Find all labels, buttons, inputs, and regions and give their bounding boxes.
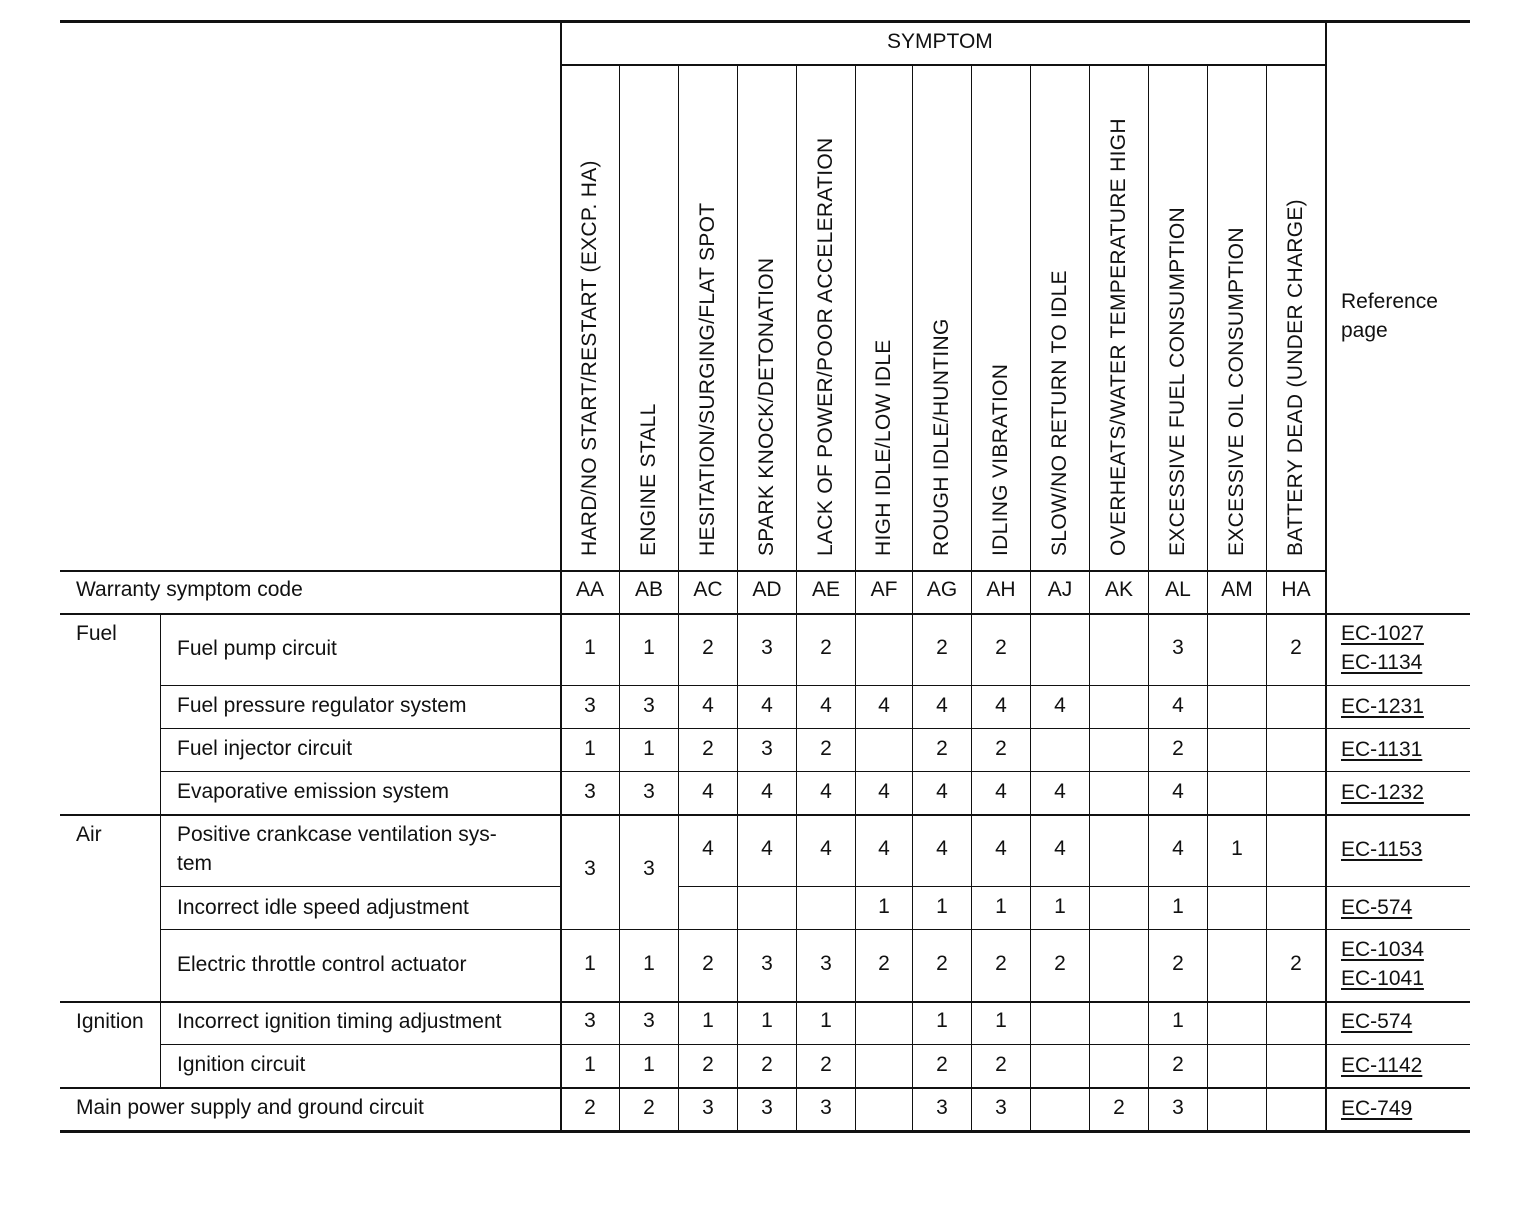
symptom-column-header: HARD/NO START/RESTART (EXCP. HA) xyxy=(578,160,601,556)
symptom-value-cell: 1 xyxy=(1172,1009,1184,1032)
warranty-code: AK xyxy=(1104,578,1133,601)
group-rule xyxy=(60,1001,1470,1003)
row-rule xyxy=(160,886,560,887)
symptom-value-cell: 4 xyxy=(1054,780,1066,803)
symptom-value-cell: 1 xyxy=(584,636,596,659)
row-rule xyxy=(160,771,1470,772)
symptom-value-cell: 4 xyxy=(820,837,832,860)
warranty-code: AL xyxy=(1165,578,1191,601)
symptom-column-header: SLOW/NO RETURN TO IDLE xyxy=(1048,270,1071,556)
symptom-value-cell: 4 xyxy=(761,780,773,803)
warranty-code: AD xyxy=(752,578,782,601)
warranty-code: AF xyxy=(870,578,898,601)
symptom-value-cell: 2 xyxy=(820,737,832,760)
symptom-value-cell: 1 xyxy=(878,895,890,918)
reference-page-link[interactable]: EC-574 xyxy=(1341,896,1413,919)
symptom-value-cell: 1 xyxy=(995,895,1007,918)
symptom-value-cell: 2 xyxy=(936,952,948,975)
symptom-value-cell: 4 xyxy=(995,780,1007,803)
symptom-value-cell: 4 xyxy=(878,837,890,860)
group-label-air: Air xyxy=(76,823,102,846)
symptom-value-cell: 3 xyxy=(1172,636,1184,659)
reference-header: page xyxy=(1341,319,1388,342)
symptom-value-cell: 4 xyxy=(936,837,948,860)
symptom-value-cell: 1 xyxy=(643,1053,655,1076)
reference-page-link[interactable]: EC-574 xyxy=(1341,1010,1413,1033)
symptom-value-cell: 3 xyxy=(936,1096,948,1119)
symptom-value-cell: 1 xyxy=(584,952,596,975)
reference-page-link[interactable]: EC-1034 xyxy=(1341,938,1424,961)
group-rule xyxy=(60,1087,1470,1089)
symptom-value-cell: 2 xyxy=(1290,636,1302,659)
symptom-value-cell: 2 xyxy=(643,1096,655,1119)
item-label: Fuel pump circuit xyxy=(177,637,337,660)
symptom-value-cell: 2 xyxy=(702,952,714,975)
symptom-value-cell: 2 xyxy=(702,1053,714,1076)
symptom-value-cell: 2 xyxy=(584,1096,596,1119)
symptom-column-header: ROUGH IDLE/HUNTING xyxy=(930,318,953,556)
symptom-value-cell: 4 xyxy=(761,837,773,860)
symptom-value-cell: 3 xyxy=(820,1096,832,1119)
symptom-value-cell: 4 xyxy=(761,694,773,717)
symptom-value-cell: 1 xyxy=(936,895,948,918)
symptom-value-cell: 3 xyxy=(584,1009,596,1032)
warranty-code: AA xyxy=(575,578,604,601)
symptom-value-cell: 2 xyxy=(820,1053,832,1076)
group-label-ignition: Ignition xyxy=(76,1010,144,1033)
symptom-value-cell: 1 xyxy=(1231,837,1243,860)
symptom-value-cell: 3 xyxy=(643,694,655,717)
symptom-value-cell: 4 xyxy=(702,694,714,717)
symptom-column-header: SPARK KNOCK/DETONATION xyxy=(755,257,778,556)
item-label: Evaporative emission system xyxy=(177,780,449,803)
symptom-value-cell: 3 xyxy=(584,694,596,717)
symptom-value-cell: 2 xyxy=(1290,952,1302,975)
symptom-value-cell: 1 xyxy=(1172,895,1184,918)
warranty-top-rule xyxy=(60,570,1326,572)
symptom-value-cell: 3 xyxy=(761,1096,773,1119)
symptom-value-cell: 4 xyxy=(1054,694,1066,717)
warranty-code: HA xyxy=(1281,578,1311,601)
symptom-value-cell: 3 xyxy=(643,780,655,803)
symptom-value-cell: 4 xyxy=(936,694,948,717)
row-rule xyxy=(160,929,1470,930)
item-label: tem xyxy=(177,852,213,875)
symptom-value-cell: 1 xyxy=(584,737,596,760)
symptom-column-header: HESITATION/SURGING/FLAT SPOT xyxy=(696,202,719,556)
symptom-value-cell: 1 xyxy=(936,1009,948,1032)
reference-page-link[interactable]: EC-1131 xyxy=(1341,738,1423,761)
symptom-value-cell: 2 xyxy=(936,737,948,760)
symptom-value-cell: 3 xyxy=(995,1096,1007,1119)
item-label: Main power supply and ground circuit xyxy=(76,1096,424,1119)
symptom-value-cell: 3 xyxy=(643,1009,655,1032)
group-rule xyxy=(60,814,1470,816)
warranty-code: AM xyxy=(1221,578,1253,601)
symptom-value-cell: 1 xyxy=(995,1009,1007,1032)
symptom-column-header: OVERHEATS/WATER TEMPERATURE HIGH xyxy=(1107,118,1130,556)
symptom-value-cell: 4 xyxy=(878,694,890,717)
symptom-value-cell: 2 xyxy=(995,1053,1007,1076)
warranty-code: AJ xyxy=(1047,578,1073,601)
symptom-value-cell: 2 xyxy=(878,952,890,975)
warranty-code: AC xyxy=(693,578,723,601)
reference-page-link[interactable]: EC-1041 xyxy=(1341,967,1424,990)
symptom-value-cell: 4 xyxy=(820,694,832,717)
symptom-value-cell: 4 xyxy=(702,837,714,860)
row-rule xyxy=(160,1044,1470,1045)
reference-page-link[interactable]: EC-1232 xyxy=(1341,781,1424,804)
warranty-code: AH xyxy=(986,578,1016,601)
symptom-value-cell: 1 xyxy=(761,1009,773,1032)
reference-header: Reference xyxy=(1341,290,1438,313)
symptom-value-cell: 3 xyxy=(584,780,596,803)
symptom-value-cell: 2 xyxy=(1172,737,1184,760)
symptom-column-header: EXCESSIVE OIL CONSUMPTION xyxy=(1225,227,1248,556)
warranty-label: Warranty symptom code xyxy=(76,578,303,601)
symptom-value-cell: 1 xyxy=(643,737,655,760)
symptom-value-cell: 4 xyxy=(1172,694,1184,717)
col-rule xyxy=(1325,22,1327,1132)
warranty-code: AG xyxy=(926,578,958,601)
warranty-code: AE xyxy=(811,578,840,601)
item-label: Incorrect idle speed adjustment xyxy=(177,896,469,919)
reference-page-link[interactable]: EC-749 xyxy=(1341,1097,1413,1120)
symptom-value-cell: 3 xyxy=(584,857,596,880)
symptom-value-cell: 3 xyxy=(643,857,655,880)
col-rule xyxy=(160,614,161,1088)
symptom-column-header: LACK OF POWER/POOR ACCELERATION xyxy=(814,137,837,556)
item-label: Fuel injector circuit xyxy=(177,737,353,760)
symptom-value-cell: 4 xyxy=(1054,837,1066,860)
symptom-value-cell: 4 xyxy=(995,694,1007,717)
symptom-value-cell: 3 xyxy=(761,737,773,760)
symptom-value-cell: 2 xyxy=(1172,1053,1184,1076)
reference-page-link[interactable]: EC-1134 xyxy=(1341,651,1423,674)
symptom-column-header: HIGH IDLE/LOW IDLE xyxy=(872,339,895,556)
symptom-value-cell: 1 xyxy=(1054,895,1066,918)
symptom-value-cell: 2 xyxy=(1172,952,1184,975)
top-rule xyxy=(60,20,1470,23)
reference-page-link[interactable]: EC-1231 xyxy=(1341,695,1424,718)
warranty-code: AB xyxy=(634,578,663,601)
reference-page-link[interactable]: EC-1142 xyxy=(1341,1054,1423,1077)
symptom-value-cell: 2 xyxy=(702,737,714,760)
symptom-value-cell: 2 xyxy=(936,1053,948,1076)
symptom-value-cell: 1 xyxy=(643,952,655,975)
symptom-column-header: BATTERY DEAD (UNDER CHARGE) xyxy=(1284,199,1307,556)
symptom-column-header: EXCESSIVE FUEL CONSUMPTION xyxy=(1166,207,1189,556)
row-rule xyxy=(160,685,1470,686)
symptom-value-cell: 2 xyxy=(936,636,948,659)
item-label: Electric throttle control actuator xyxy=(177,953,467,976)
symptom-value-cell: 2 xyxy=(702,636,714,659)
symptom-value-cell: 2 xyxy=(995,636,1007,659)
item-label: Ignition circuit xyxy=(177,1053,306,1076)
symptom-value-cell: 4 xyxy=(1172,780,1184,803)
symptom-value-cell: 3 xyxy=(702,1096,714,1119)
bottom-rule xyxy=(60,1130,1470,1133)
reference-page-link[interactable]: EC-1027 xyxy=(1341,622,1424,645)
symptom-header-rule xyxy=(560,64,1326,66)
symptom-value-cell: 3 xyxy=(761,636,773,659)
symptom-value-cell: 1 xyxy=(820,1009,832,1032)
group-label-fuel: Fuel xyxy=(76,622,117,645)
symptom-value-cell: 4 xyxy=(702,780,714,803)
reference-page-link[interactable]: EC-1153 xyxy=(1341,838,1423,861)
symptom-value-cell: 4 xyxy=(936,780,948,803)
item-label: Incorrect ignition timing adjustment xyxy=(177,1010,502,1033)
symptom-value-cell: 2 xyxy=(995,952,1007,975)
item-label: Fuel pressure regulator system xyxy=(177,694,467,717)
symptom-value-cell: 4 xyxy=(820,780,832,803)
symptom-header: SYMPTOM xyxy=(887,30,993,53)
symptom-value-cell: 2 xyxy=(1113,1096,1125,1119)
symptom-value-cell: 1 xyxy=(702,1009,714,1032)
symptom-value-cell: 4 xyxy=(995,837,1007,860)
symptom-value-cell: 2 xyxy=(1054,952,1066,975)
symptom-value-cell: 2 xyxy=(995,737,1007,760)
symptom-value-cell: 2 xyxy=(820,636,832,659)
symptom-value-cell: 4 xyxy=(878,780,890,803)
symptom-value-cell: 2 xyxy=(761,1053,773,1076)
symptom-value-cell: 3 xyxy=(761,952,773,975)
item-label: Positive crankcase ventilation sys- xyxy=(177,823,497,846)
symptom-value-cell: 3 xyxy=(1172,1096,1184,1119)
symptom-value-cell: 1 xyxy=(643,636,655,659)
symptom-value-cell: 3 xyxy=(820,952,832,975)
symptom-value-cell: 1 xyxy=(584,1053,596,1076)
symptom-column-header: ENGINE STALL xyxy=(637,403,660,556)
symptom-column-header: IDLING VIBRATION xyxy=(989,363,1012,556)
row-rule xyxy=(160,728,1470,729)
warranty-bottom-rule xyxy=(60,613,1470,615)
symptom-value-cell: 4 xyxy=(1172,837,1184,860)
